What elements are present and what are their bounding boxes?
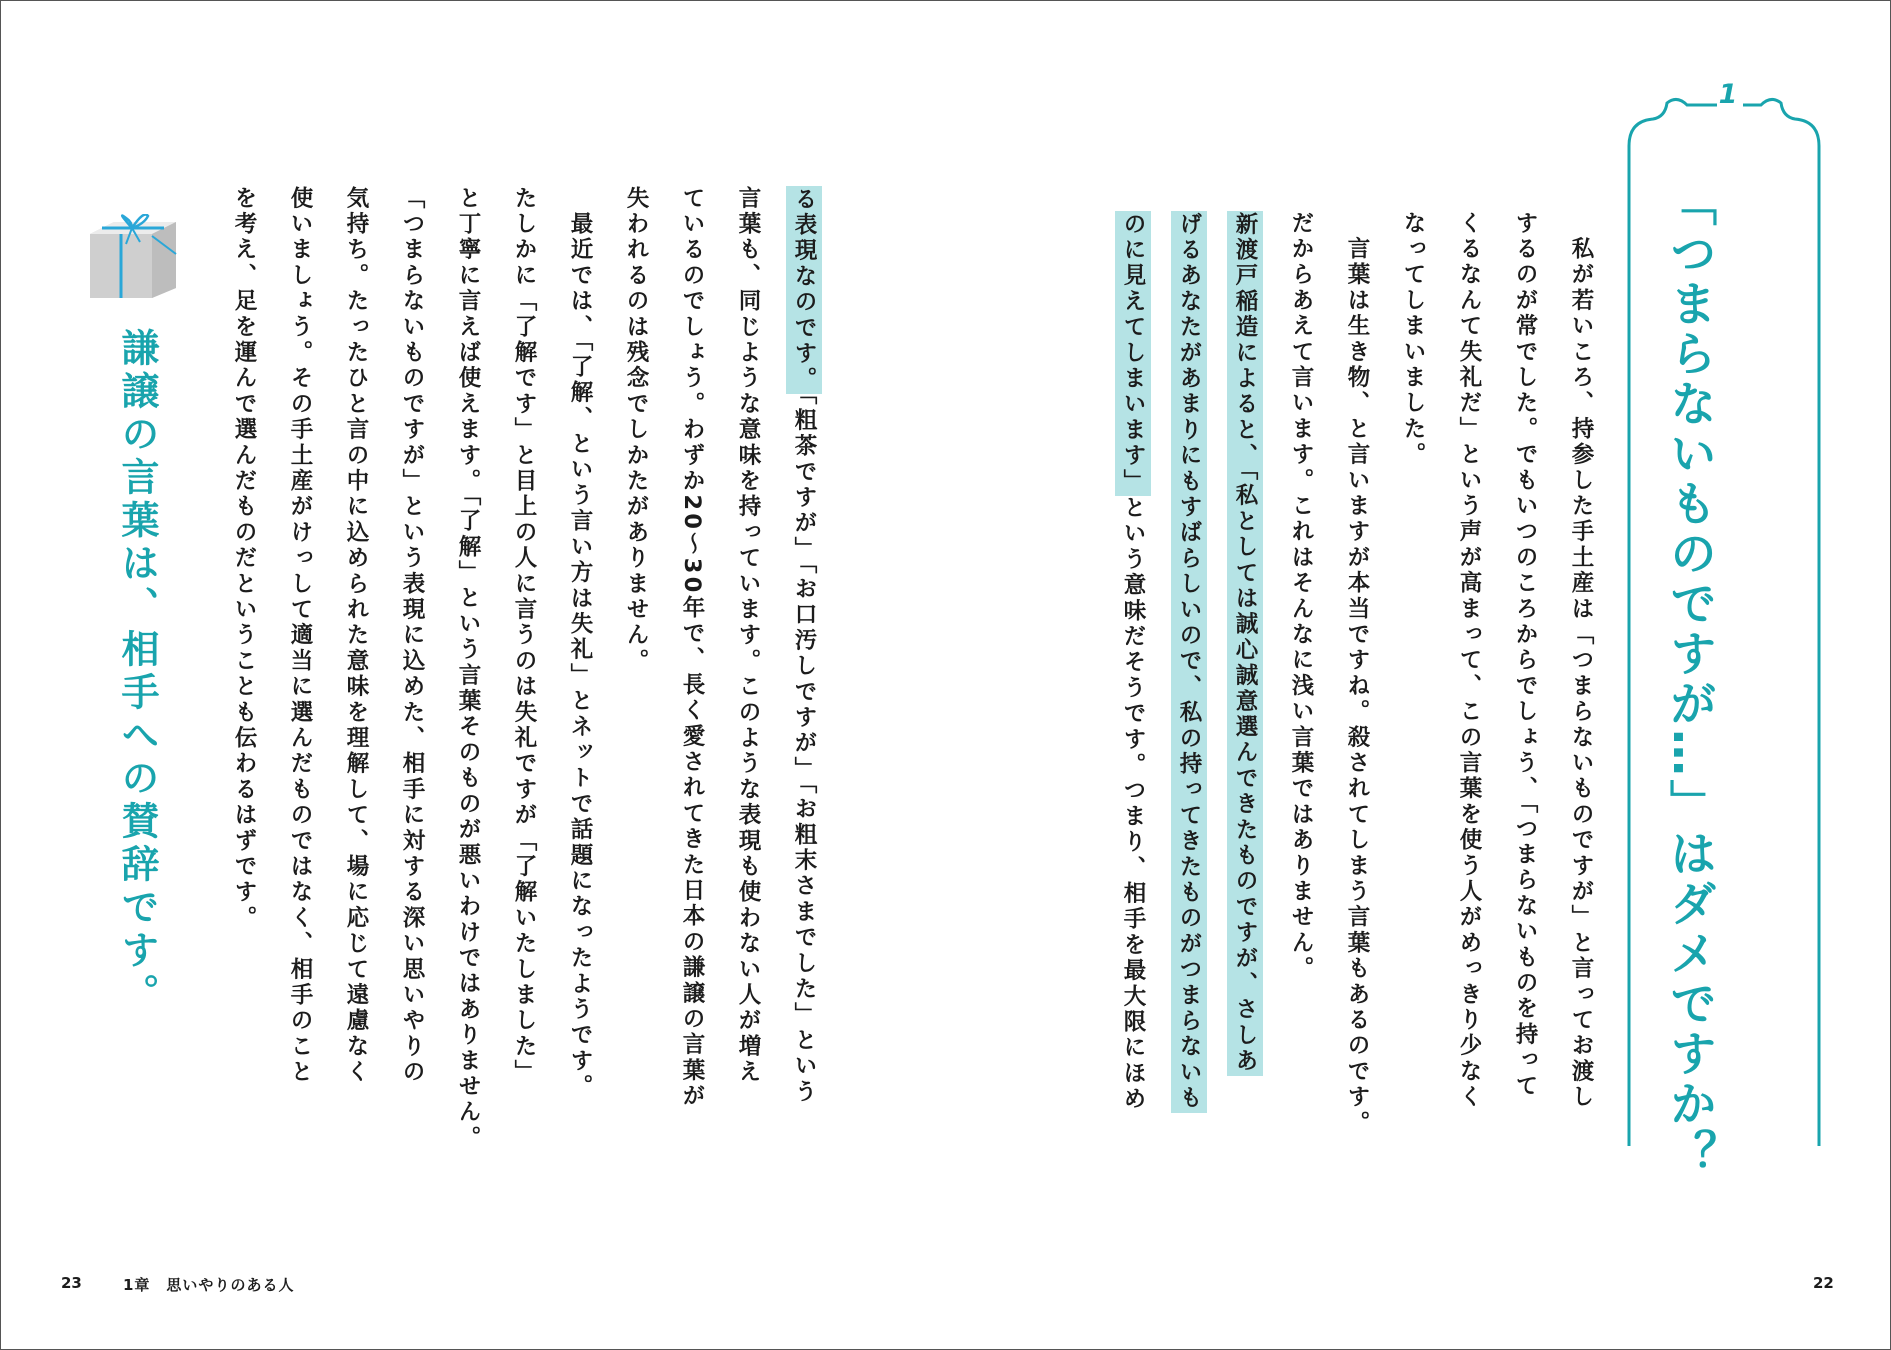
- body-line-highlighted: [1161, 211, 1217, 1141]
- gift-box-icon: [86, 214, 182, 300]
- highlight-marker: る表現なのです。: [786, 186, 822, 394]
- body-line: を考え、足を運んで選んだものだということも伝わるはずです。: [231, 186, 257, 932]
- catch-copy: 謙譲の言葉は、相手への賛辞です。: [115, 328, 159, 1016]
- body-line-highlighted: る表現なのです。「粗茶ですが」「お口汚しですが」「お粗末さまでした」という: [776, 186, 832, 1146]
- body-line: 「つまらないものですが」という表現に込めた、相手に対する深い思いやりの: [399, 186, 425, 1086]
- body-line: 私が若いころ、持参した手土産は「つまらないものですが」と言ってお渡し: [1568, 211, 1594, 1111]
- page-number-left: 23: [61, 1274, 82, 1292]
- body-line-highlighted: のに見えてしまいます」という意味だそうです。つまり、相手を最大限にほめ: [1105, 211, 1161, 1141]
- highlight-marker: げるあなたがあまりにもすばらしいので、私の持ってきたものがつまらないも: [1171, 211, 1207, 1113]
- body-line: 言葉は生き物、と言いますが本当ですね。殺されてしまう言葉もあるのです。: [1344, 211, 1370, 1137]
- body-line: だからあえて言います。これはそんなに浅い言葉ではありません。: [1288, 211, 1314, 982]
- highlight-marker: 新渡戸稲造によると、「私としては誠心誠意選んできたものですが、さしあ: [1227, 211, 1263, 1076]
- left-page-body: [216, 186, 832, 1152]
- body-line: 言葉も、同じような意味を持っています。このような表現も使わない人が増え: [735, 186, 761, 1086]
- body-line: と丁寧に言えば使えます。「了解」という言葉そのものが悪いわけではありません。: [455, 186, 481, 1152]
- body-line: たしかに「了解です」と目上の人に言うのは失礼ですが「了解いたしました」: [511, 186, 537, 1086]
- right-page-body: [1105, 211, 1609, 1141]
- page-number-right: 22: [1813, 1274, 1834, 1292]
- body-line: くるなんて失礼だ」という声が高まって、この言葉を使う人がめっきり少なく: [1456, 211, 1482, 1111]
- body-line: 気持ち。たったひと言の中に込められた意味を理解して、場に応じて遠慮なく: [343, 186, 369, 1086]
- body-line-highlighted: [1217, 211, 1273, 1141]
- body-line: 失われるのは残念でしかたがありません。: [623, 186, 649, 675]
- chapter-number: 1: [1718, 79, 1738, 110]
- highlight-marker: のに見えてしまいます」: [1115, 211, 1151, 496]
- body-line: するのが常でした。でもいつのころからでしょう、「つまらないものを持って: [1512, 211, 1538, 1100]
- body-line: ているのでしょう。わずか20～30年で、長く愛されてきた日本の謙譲の言葉が: [679, 186, 705, 1110]
- body-line: なってしまいました。: [1400, 211, 1426, 468]
- body-line: 最近では、「了解、という言い方は失礼」とネットで話題になったようです。: [567, 186, 593, 1100]
- body-line: 使いましょう。その手土産がけっして適当に選んだものではなく、相手のこと: [287, 186, 313, 1086]
- chapter-heading: 「つまらないものですが…」はダメですか？: [1662, 179, 1717, 1179]
- running-chapter-title: 1章 思いやりのある人: [123, 1276, 295, 1294]
